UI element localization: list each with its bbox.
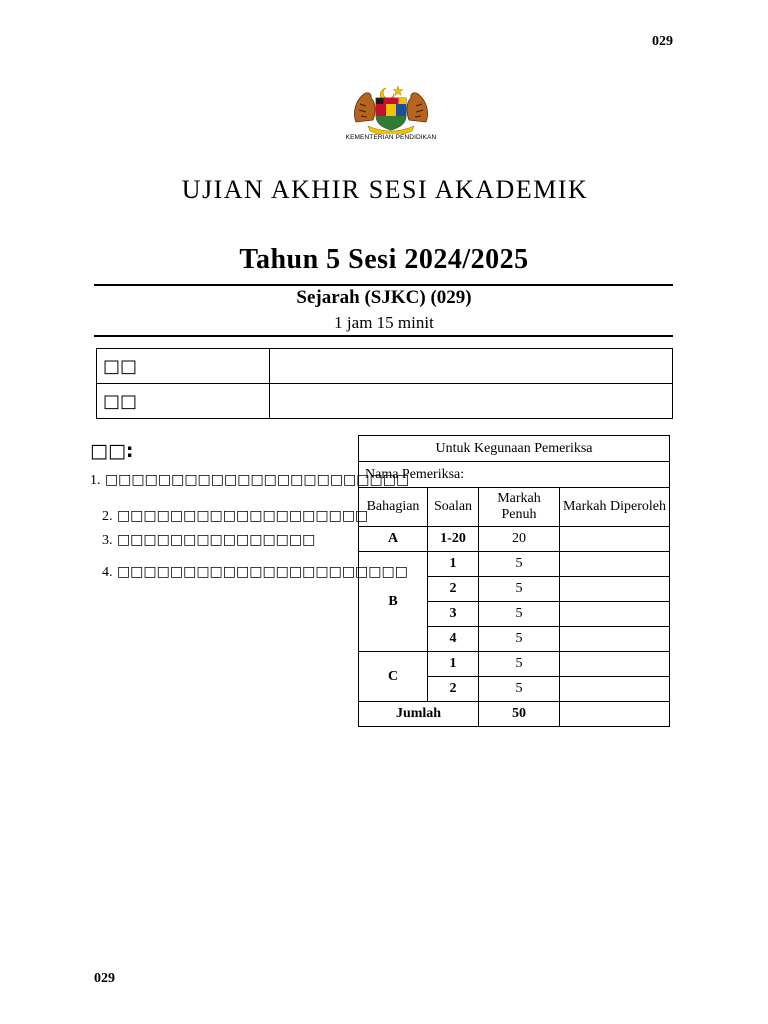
- question-cell: 2: [428, 577, 479, 602]
- full-mark-cell: 5: [479, 627, 560, 652]
- exam-title: UJIAN AKHIR SESI AKADEMIK: [181, 175, 589, 204]
- divider-top: [94, 284, 673, 286]
- full-mark-cell: 5: [479, 602, 560, 627]
- question-cell: 3: [428, 602, 479, 627]
- instruction-number: 3.: [102, 533, 113, 548]
- id-label: □□: [97, 349, 270, 384]
- question-cell: 1: [428, 552, 479, 577]
- id-row: [97, 349, 673, 384]
- question-cell: 1-20: [428, 527, 479, 552]
- column-header-soalan: Soalan: [428, 488, 479, 527]
- score-input-cell[interactable]: [560, 577, 670, 602]
- instructions-title: □□:: [90, 440, 134, 462]
- student-id-box: [96, 348, 673, 419]
- score-input-cell[interactable]: [560, 602, 670, 627]
- full-mark-cell: 5: [479, 577, 560, 602]
- id-row: [97, 384, 673, 419]
- full-mark-cell: 5: [479, 652, 560, 677]
- paper-code-top: 029: [652, 34, 673, 49]
- score-input-cell[interactable]: [560, 627, 670, 652]
- total-row: [359, 702, 670, 727]
- instruction-text: □□□□□□□□□□□□□□□□□□□□□□: [116, 564, 408, 580]
- table-row: [359, 527, 670, 552]
- section-cell: C: [359, 652, 428, 702]
- instruction-text: □□□□□□□□□□□□□□□: [116, 532, 316, 548]
- instruction-number: 1.: [90, 473, 101, 488]
- paper-code-bottom: 029: [94, 971, 115, 986]
- table-row: [359, 652, 670, 677]
- full-mark-cell: 5: [479, 552, 560, 577]
- total-label: Jumlah: [359, 702, 479, 727]
- subject-title: Sejarah (SJKC) (029): [296, 287, 472, 308]
- examiner-name-field[interactable]: Nama Pemeriksa:: [359, 462, 670, 488]
- question-cell: 2: [428, 677, 479, 702]
- column-header-bahagian: Bahagian: [359, 488, 428, 527]
- section-cell: B: [359, 552, 428, 652]
- full-mark-cell: 5: [479, 677, 560, 702]
- exam-subtitle: Tahun 5 Sesi 2024/2025: [239, 244, 529, 275]
- question-cell: 1: [428, 652, 479, 677]
- ministry-name: KEMENTERIAN PENDIDIKAN: [345, 134, 437, 141]
- id-value-field[interactable]: [270, 349, 673, 384]
- total-score-cell[interactable]: [560, 702, 670, 727]
- instruction-item: [102, 508, 368, 525]
- instruction-text: □□□□□□□□□□□□□□□□□□□□□□□: [104, 472, 410, 488]
- score-input-cell[interactable]: [560, 527, 670, 552]
- examiner-table: [358, 435, 670, 727]
- divider-bottom: [94, 335, 673, 337]
- instruction-number: 2.: [102, 509, 113, 524]
- score-input-cell[interactable]: [560, 652, 670, 677]
- id-label: □□: [97, 384, 270, 419]
- exam-duration: 1 jam 15 minit: [334, 313, 434, 332]
- id-value-field[interactable]: [270, 384, 673, 419]
- column-header-markah-penuh: Markah Penuh: [479, 488, 560, 527]
- examiner-table-heading: Untuk Kegunaan Pemeriksa: [359, 436, 670, 462]
- section-cell: A: [359, 527, 428, 552]
- instruction-text: □□□□□□□□□□□□□□□□□□□: [116, 508, 369, 524]
- total-full-mark: 50: [479, 702, 560, 727]
- full-mark-cell: 20: [479, 527, 560, 552]
- coat-of-arms-icon: [346, 82, 436, 134]
- instruction-number: 4.: [102, 565, 113, 580]
- ministry-crest: [336, 82, 446, 148]
- instruction-item: [102, 532, 315, 549]
- score-input-cell[interactable]: [560, 677, 670, 702]
- score-input-cell[interactable]: [560, 552, 670, 577]
- column-header-markah-diperoleh: Markah Diperoleh: [560, 488, 670, 527]
- question-cell: 4: [428, 627, 479, 652]
- table-row: [359, 552, 670, 577]
